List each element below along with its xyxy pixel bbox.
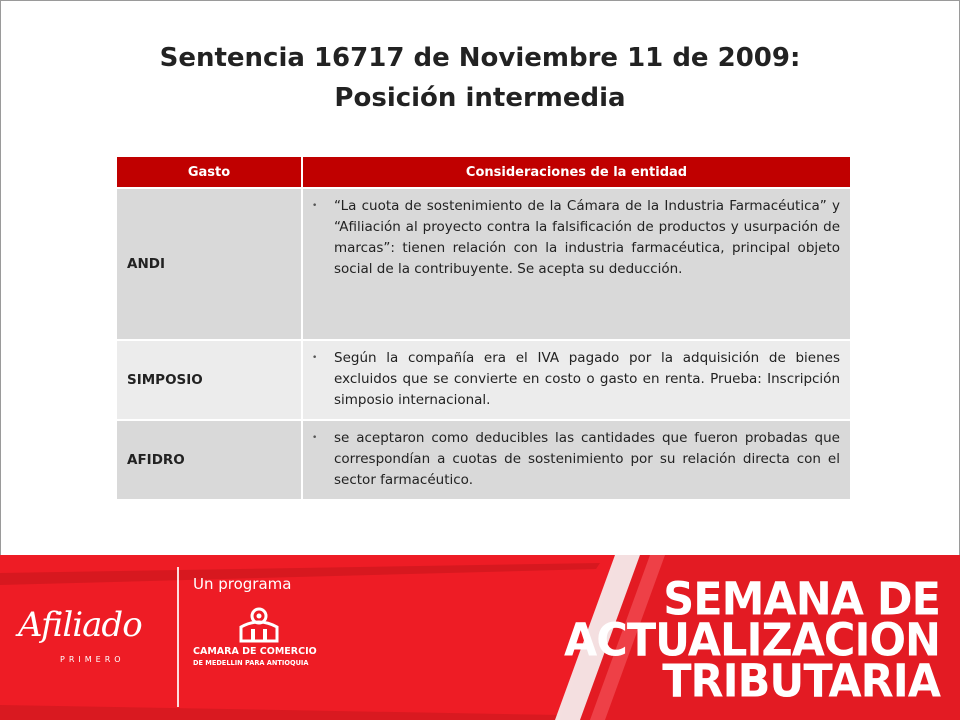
bullet-icon: •	[312, 201, 318, 211]
expenses-table	[117, 157, 850, 501]
primero-label: PRIMERO	[60, 655, 125, 664]
footer-divider	[177, 567, 179, 707]
footer-banner	[0, 555, 960, 720]
slide-title	[0, 38, 960, 118]
camara-name-line-2: DE MEDELLIN PARA ANTIOQUIA	[193, 659, 309, 667]
header-gasto: Gasto	[117, 157, 302, 188]
camara-logo-icon	[238, 607, 280, 643]
camara-name-line-1: CAMARA DE COMERCIO	[193, 646, 317, 657]
bullet-icon: •	[312, 433, 318, 443]
consideracion-text: Según la compañía era el IVA pagado por la adquisición de bienes excluidos que se convierte en costo o gasto en renta. Prueba: Inscripción simposio internacional.	[334, 350, 840, 408]
semana-line-1: SEMANA DE	[663, 573, 940, 627]
semana-line-2: ACTUALIZACION	[564, 614, 940, 668]
header-consideraciones: Consideraciones de la entidad	[302, 157, 850, 188]
consideracion-cell	[302, 188, 850, 340]
gasto-cell: SIMPOSIO	[117, 340, 302, 420]
table-header-row	[117, 157, 850, 188]
consideracion-cell	[302, 340, 850, 420]
table-row	[117, 188, 850, 340]
consideracion-text: “La cuota de sostenimiento de la Cámara de la Industria Farmacéutica” y “Afiliación al proyecto contra la falsificación de productos y usurpación de marcas”: tienen relación con la industria farmacéutica, principal objeto social de la contribuyente. Se acepta su deducción.	[334, 198, 840, 277]
table-row	[117, 340, 850, 420]
programa-label: Un programa	[193, 575, 292, 593]
title-line-2: Posición intermedia	[334, 83, 626, 113]
gasto-cell: ANDI	[117, 188, 302, 340]
table-row	[117, 420, 850, 500]
consideracion-text: se aceptaron como deducibles las cantidades que fueron probadas que correspondían a cuotas de sostenimiento por su relación directa con el sector farmacéutico.	[334, 430, 840, 488]
afiliado-signature: Afiliado	[18, 605, 142, 645]
semana-line-3: TRIBUTARIA	[662, 655, 940, 709]
bullet-icon: •	[312, 353, 318, 363]
title-line-1: Sentencia 16717 de Noviembre 11 de 2009:	[159, 43, 801, 73]
gasto-cell: AFIDRO	[117, 420, 302, 500]
consideracion-cell	[302, 420, 850, 500]
